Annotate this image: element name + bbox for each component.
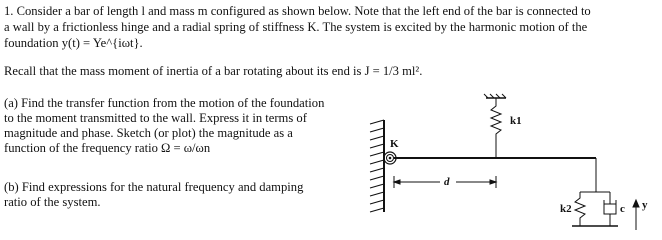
problem-line-3: foundation y(t) = Ye^{iωt}. (4, 36, 143, 50)
label-d: d (444, 176, 450, 188)
part-b-line-2: ratio of the system. (4, 195, 101, 209)
mechanism-diagram (360, 92, 660, 232)
wall (370, 120, 384, 212)
spring-k1 (484, 94, 506, 158)
part-a-line-4: function of the frequency ratio Ω = ω/ωn (4, 141, 211, 155)
part-a-line-3: magnitude and phase. Sketch (or plot) the magnitude as a (4, 126, 293, 140)
label-c: c (620, 203, 625, 215)
end-support (572, 158, 618, 226)
label-k1: k1 (510, 115, 522, 127)
problem-line-4: Recall that the mass moment of inertia of a bar rotating about its end is J = 1/3 ml². (4, 64, 423, 78)
part-b-line-1: (b) Find expressions for the natural frequency and damping (4, 180, 304, 194)
part-a-line-1: (a) Find the transfer function from the motion of the foundation (4, 96, 325, 110)
label-k2: k2 (560, 203, 572, 215)
problem-line-2: a wall by a frictionless hinge and a radial spring of stiffness K. The system is excited by the harmonic motion of the (4, 20, 588, 34)
problem-line-1: 1. Consider a bar of length l and mass m configured as shown below. Note that the left end of the bar is connected to (4, 4, 591, 18)
part-a-line-2: to the moment transmitted to the wall. Express it in terms of (4, 111, 307, 125)
label-K: K (390, 138, 399, 150)
y-arrow (633, 200, 639, 230)
label-y: y (642, 199, 648, 211)
